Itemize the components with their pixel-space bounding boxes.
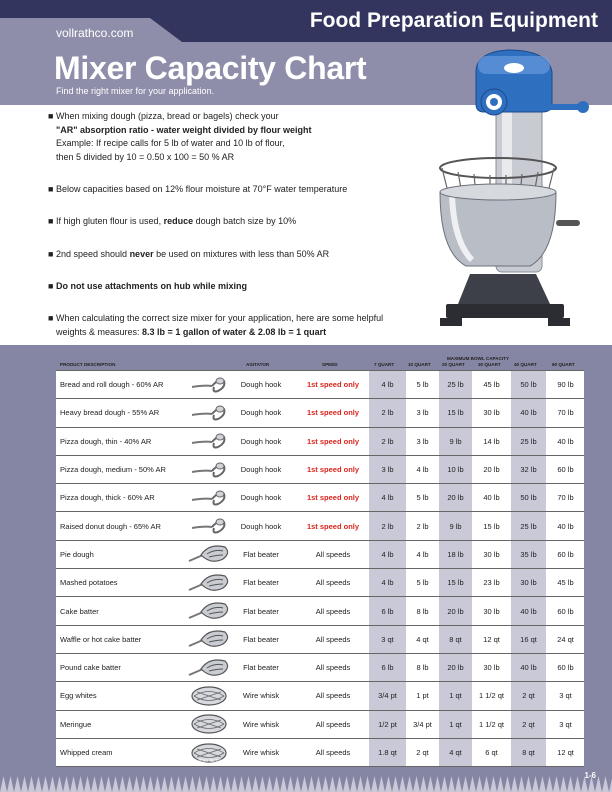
note-text: If high gluten flour is used,	[56, 216, 164, 226]
note-text: When calculating the correct size mixer for your application, here are some helpful	[56, 313, 384, 323]
col-header-agitator: AGITATOR	[246, 362, 270, 367]
capacity-q40: 35 lb	[510, 541, 546, 568]
capacity-table	[56, 371, 584, 767]
capacity-q60: 3 qt	[546, 711, 584, 738]
capacity-q60: 60 lb	[546, 456, 584, 483]
note-weights	[48, 312, 384, 339]
capacity-q10: 4 qt	[406, 626, 438, 653]
product-description: Pizza dough, thick - 60% AR	[56, 484, 242, 511]
capacity-q30: 12 qt	[472, 626, 510, 653]
table-row	[56, 399, 584, 426]
agitator-cell: Dough hook	[224, 399, 298, 426]
capacity-q7: 4 lb	[368, 569, 406, 596]
flat-beater-icon	[184, 569, 234, 596]
capacity-q20: 20 lb	[438, 484, 472, 511]
page-number: 1-6	[584, 771, 596, 780]
agitator-cell: Dough hook	[224, 484, 298, 511]
speed-cell: All speeds	[298, 711, 368, 738]
table-row	[56, 456, 584, 483]
speed-cell: All speeds	[298, 739, 368, 766]
capacity-q20: 15 lb	[438, 569, 472, 596]
capacity-q20: 20 lb	[438, 597, 472, 624]
col-header-10qt: 10 QUART	[408, 362, 431, 367]
capacity-q60: 70 lb	[546, 399, 584, 426]
speed-cell: All speeds	[298, 597, 368, 624]
speed-cell: All speeds	[298, 569, 368, 596]
capacity-q20: 18 lb	[438, 541, 472, 568]
note-text: Example: If recipe calls for 5 lb of water and 10 lb of flour,	[56, 138, 285, 148]
speed-cell: All speeds	[298, 654, 368, 681]
capacity-q30: 23 lb	[472, 569, 510, 596]
capacity-q7: 6 lb	[368, 654, 406, 681]
table-row	[56, 371, 584, 398]
capacity-q40: 30 lb	[510, 569, 546, 596]
speed-cell: All speeds	[298, 541, 368, 568]
capacity-q60: 40 lb	[546, 512, 584, 539]
col-header-7qt: 7 QUART	[374, 362, 395, 367]
table-row	[56, 428, 584, 455]
capacity-q20: 20 lb	[438, 654, 472, 681]
dough-hook-icon	[184, 428, 234, 455]
capacity-q60: 40 lb	[546, 428, 584, 455]
table-row	[56, 484, 584, 511]
capacity-q30: 1 1/2 qt	[472, 711, 510, 738]
agitator-cell: Wire whisk	[224, 682, 298, 709]
speed-cell: 1st speed only	[298, 484, 368, 511]
capacity-q7: 1.8 qt	[368, 739, 406, 766]
mixer-illustration	[418, 42, 596, 342]
capacity-q30: 6 qt	[472, 739, 510, 766]
capacity-q30: 14 lb	[472, 428, 510, 455]
note-text: When mixing dough (pizza, bread or bagels) check your	[56, 111, 279, 121]
capacity-q20: 10 lb	[438, 456, 472, 483]
capacity-q40: 50 lb	[510, 484, 546, 511]
product-description: Pound cake batter	[56, 654, 242, 681]
agitator-cell: Flat beater	[224, 569, 298, 596]
capacity-q30: 45 lb	[472, 371, 510, 398]
product-description: Meringue	[56, 711, 242, 738]
capacity-q20: 1 qt	[438, 682, 472, 709]
agitator-cell: Wire whisk	[224, 711, 298, 738]
note-text: then 5 divided by 10 = 0.50 x 100 = 50 % AR	[56, 151, 235, 162]
capacity-q30: 1 1/2 qt	[472, 682, 510, 709]
capacity-q20: 9 lb	[438, 428, 472, 455]
capacity-q20: 1 qt	[438, 711, 472, 738]
capacity-q10: 2 lb	[406, 512, 438, 539]
capacity-q60: 24 qt	[546, 626, 584, 653]
note-text: dough batch size by 10%	[193, 216, 297, 226]
product-description: Bread and roll dough - 60% AR	[56, 371, 242, 398]
page-subtitle: Find the right mixer for your application.	[56, 86, 215, 96]
capacity-q40: 16 qt	[510, 626, 546, 653]
note-text-bold: reduce	[163, 216, 194, 226]
capacity-q10: 5 lb	[406, 371, 438, 398]
table-row	[56, 569, 584, 596]
note-second-speed	[48, 248, 330, 262]
capacity-q60: 60 lb	[546, 541, 584, 568]
dough-hook-icon	[184, 371, 234, 398]
product-description: Heavy bread dough - 55% AR	[56, 399, 242, 426]
capacity-q20: 4 qt	[438, 739, 472, 766]
page-title: Mixer Capacity Chart	[54, 50, 367, 86]
wire-whisk-icon	[184, 682, 234, 709]
agitator-cell: Wire whisk	[224, 739, 298, 766]
col-header-40qt: 40 QUART	[514, 362, 537, 367]
capacity-q30: 40 lb	[472, 484, 510, 511]
table-row	[56, 711, 584, 738]
capacity-q20: 8 qt	[438, 626, 472, 653]
note-text: weights & measures:	[56, 326, 143, 337]
capacity-q40: 2 qt	[510, 682, 546, 709]
dough-hook-icon	[184, 484, 234, 511]
capacity-q40: 32 lb	[510, 456, 546, 483]
capacity-q7: 4 lb	[368, 541, 406, 568]
capacity-q10: 3 lb	[406, 399, 438, 426]
speed-cell: All speeds	[298, 682, 368, 709]
table-row	[56, 626, 584, 653]
bullet-icon: ■	[48, 281, 54, 291]
flat-beater-icon	[184, 541, 234, 568]
site-url[interactable]: vollrathco.com	[56, 26, 134, 40]
product-description: Cake batter	[56, 597, 242, 624]
capacity-q7: 3 lb	[368, 456, 406, 483]
bullet-icon: ■	[48, 313, 54, 323]
capacity-q40: 8 qt	[510, 739, 546, 766]
capacity-q30: 30 lb	[472, 399, 510, 426]
agitator-cell: Dough hook	[224, 512, 298, 539]
product-description: Pizza dough, thin - 40% AR	[56, 428, 242, 455]
capacity-q7: 3 qt	[368, 626, 406, 653]
capacity-q10: 4 lb	[406, 541, 438, 568]
capacity-group-header: MAXIMUM BOWL CAPACITY	[446, 356, 510, 361]
capacity-q7: 3/4 pt	[368, 682, 406, 709]
bullet-icon: ■	[48, 249, 54, 259]
agitator-cell: Flat beater	[224, 541, 298, 568]
agitator-cell: Flat beater	[224, 597, 298, 624]
capacity-q60: 12 qt	[546, 739, 584, 766]
col-header-desc: PRODUCT DESCRIPTION	[60, 362, 116, 367]
product-description: Waffle or hot cake batter	[56, 626, 242, 653]
capacity-q7: 2 lb	[368, 399, 406, 426]
footnote: Note: This chart should be used as a guideline only. Type of flour and other factors can vary and may require the batch size to be adjusted.	[56, 758, 338, 763]
capacity-q10: 4 lb	[406, 456, 438, 483]
capacity-q60: 3 qt	[546, 682, 584, 709]
capacity-q20: 25 lb	[438, 371, 472, 398]
note-text-bold: "AR" absorption ratio - water weight divided by flour weight	[56, 124, 312, 135]
capacity-q60: 70 lb	[546, 484, 584, 511]
bullet-icon: ■	[48, 111, 54, 121]
capacity-q60: 60 lb	[546, 597, 584, 624]
capacity-q7: 2 lb	[368, 512, 406, 539]
table-row	[56, 654, 584, 681]
speed-cell: 1st speed only	[298, 428, 368, 455]
capacity-q10: 5 lb	[406, 484, 438, 511]
note-text: be used on mixtures with less than 50% AR	[153, 249, 330, 259]
capacity-q10: 8 lb	[406, 654, 438, 681]
product-description: Whipped cream	[56, 739, 242, 766]
table-row	[56, 682, 584, 709]
product-description: Mashed potatoes	[56, 569, 242, 596]
capacity-q60: 90 lb	[546, 371, 584, 398]
agitator-cell: Flat beater	[224, 626, 298, 653]
capacity-q30: 20 lb	[472, 456, 510, 483]
note-text-bold: 8.3 lb = 1 gallon of water & 2.08 lb = 1 quart	[142, 326, 327, 337]
flat-beater-icon	[184, 626, 234, 653]
bullet-icon: ■	[48, 216, 54, 226]
capacity-q40: 2 qt	[510, 711, 546, 738]
capacity-q30: 30 lb	[472, 597, 510, 624]
capacity-q10: 3/4 pt	[406, 711, 438, 738]
note-capacities	[48, 183, 348, 197]
capacity-q60: 60 lb	[546, 654, 584, 681]
speed-cell: 1st speed only	[298, 512, 368, 539]
capacity-q40: 40 lb	[510, 399, 546, 426]
col-header-20qt: 20 QUART	[442, 362, 465, 367]
product-description: Pie dough	[56, 541, 242, 568]
product-description: Pizza dough, medium - 50% AR	[56, 456, 242, 483]
agitator-cell: Dough hook	[224, 456, 298, 483]
product-description: Raised donut dough - 65% AR	[56, 512, 242, 539]
speed-cell: 1st speed only	[298, 399, 368, 426]
note-text-bold: Do not use attachments on hub while mixing	[56, 281, 248, 291]
capacity-q7: 1/2 pt	[368, 711, 406, 738]
flat-beater-icon	[184, 597, 234, 624]
capacity-q40: 40 lb	[510, 654, 546, 681]
capacity-q10: 1 pt	[406, 682, 438, 709]
speed-cell: 1st speed only	[298, 456, 368, 483]
col-header-speed: SPEED	[322, 362, 338, 367]
capacity-q40: 40 lb	[510, 597, 546, 624]
capacity-q30: 30 lb	[472, 541, 510, 568]
flat-beater-icon	[184, 654, 234, 681]
capacity-q7: 4 lb	[368, 484, 406, 511]
note-text-bold: never	[129, 249, 154, 259]
capacity-q30: 15 lb	[472, 512, 510, 539]
capacity-q40: 25 lb	[510, 512, 546, 539]
capacity-q20: 9 lb	[438, 512, 472, 539]
footer-pattern	[0, 772, 612, 792]
speed-cell: 1st speed only	[298, 371, 368, 398]
note-text: Below capacities based on 12% flour moisture at 70°F water temperature	[56, 184, 348, 194]
capacity-q7: 6 lb	[368, 597, 406, 624]
section-title: Food Preparation Equipment	[309, 9, 598, 32]
capacity-q40: 50 lb	[510, 371, 546, 398]
capacity-q10: 5 lb	[406, 569, 438, 596]
capacity-q30: 30 lb	[472, 654, 510, 681]
note-high-gluten	[48, 215, 297, 229]
wire-whisk-icon	[184, 711, 234, 738]
table-row	[56, 512, 584, 539]
capacity-q20: 15 lb	[438, 399, 472, 426]
agitator-cell: Dough hook	[224, 371, 298, 398]
table-row	[56, 597, 584, 624]
table-row	[56, 541, 584, 568]
note-absorption-ratio	[48, 110, 312, 164]
speed-cell: All speeds	[298, 626, 368, 653]
dough-hook-icon	[184, 512, 234, 539]
capacity-q40: 25 lb	[510, 428, 546, 455]
table-header	[56, 362, 584, 370]
capacity-q10: 3 lb	[406, 428, 438, 455]
dough-hook-icon	[184, 399, 234, 426]
capacity-q10: 8 lb	[406, 597, 438, 624]
note-text: 2nd speed should	[56, 249, 130, 259]
note-attachments	[48, 280, 248, 294]
capacity-q60: 45 lb	[546, 569, 584, 596]
agitator-cell: Dough hook	[224, 428, 298, 455]
capacity-q7: 4 lb	[368, 371, 406, 398]
col-header-60qt: 60 QUART	[552, 362, 575, 367]
capacity-q10: 2 qt	[406, 739, 438, 766]
row-divider	[56, 766, 584, 767]
product-description: Egg whites	[56, 682, 242, 709]
bullet-icon: ■	[48, 184, 54, 194]
dough-hook-icon	[184, 456, 234, 483]
capacity-q7: 2 lb	[368, 428, 406, 455]
col-header-30qt: 30 QUART	[478, 362, 501, 367]
agitator-cell: Flat beater	[224, 654, 298, 681]
